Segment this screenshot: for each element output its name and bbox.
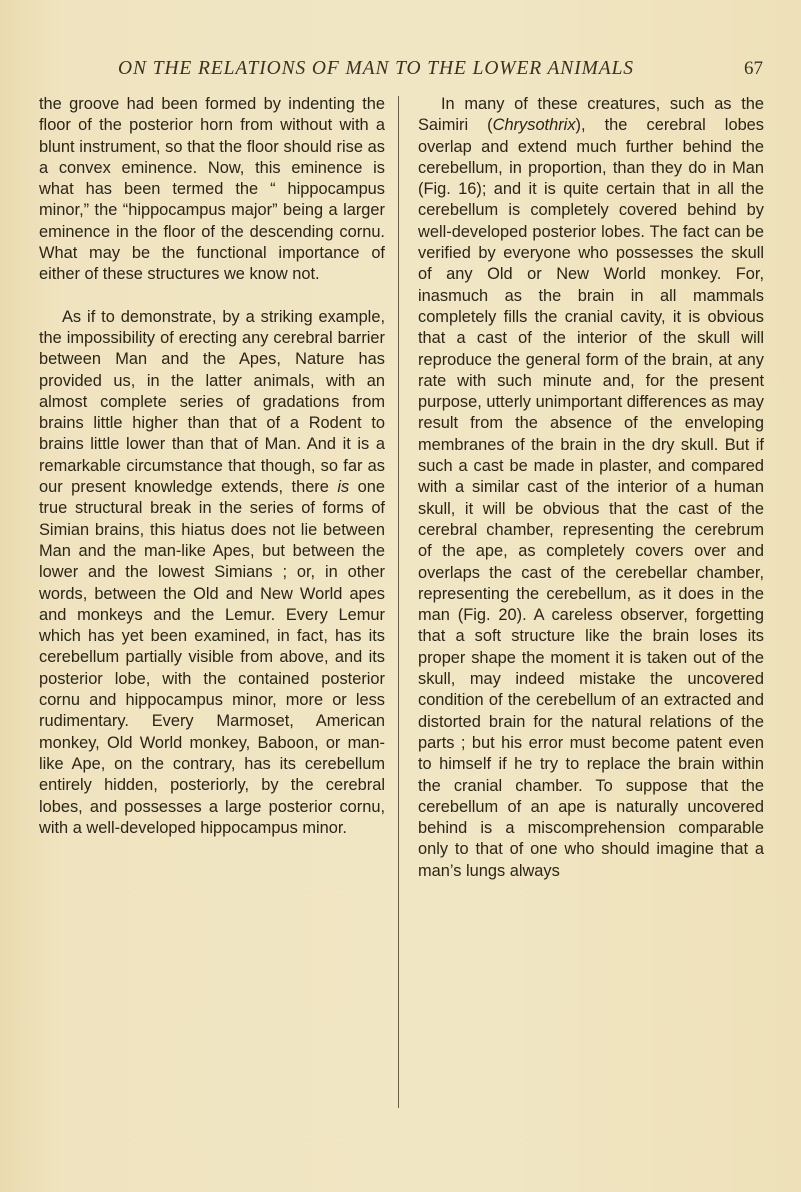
paragraph: the groove had been formed by indenting the floor of the posterior horn from without with a blunt instrument, so that the floor should rise as a convex eminence. Now, this eminence is what has been termed the “ hippocampus minor,” the “hippocampus major” being a larger eminence in the floor of the descending cornu. What may be the functional importance of either of these structures we know not. [39,95,385,284]
left-column [39,94,385,839]
right-column [418,94,764,882]
running-title: ON THE RELATIONS OF MAN TO THE LOWER ANIMALS [118,58,634,79]
column-divider [398,96,399,1108]
paragraph: In many of these creatures, such as the Saimiri (Chrysothrix), the cerebral lobes overlap and extend much further behind the cerebellum, in proportion, than they do in Man (Fig. 16); and it is quite certain that in all the cerebellum is completely covered behind by well-developed posterior lobes. The fact can be verified by everyone who possesses the skull of any Old or New World monkey. For, inasmuch as the brain in all mammals completely fills the cranial cavity, it is obvious that a cast of the interior of the skull will reproduce the general form of the brain, at any rate with such minute and, for the present purpose, utterly unimportant differences as may result from the absence of the enveloping membranes of the brain in the dry skull. But if such a cast be made in plaster, and compared with a similar cast of the interior of a human skull, it will be obvious that the cast of the cerebral chamber, representing the cerebrum of the ape, as completely covers over and overlaps the cast of the cerebellar chamber, representing the cerebellum, as it does in the man (Fig. 20). A careless observer, forgetting that a soft structure like the brain loses its proper shape the moment it is taken out of the skull, may indeed mistake the uncovered condition of the cerebellum of an extracted and distorted brain for the natural relations of the parts ; but his error must become patent even to himself if he try to replace the brain within the cranial chamber. To suppose that the cerebellum of an ape is naturally uncovered behind is a miscomprehension comparable only to that of one who should imagine that a man’s lungs always [418,95,764,880]
page-header [0,58,801,88]
page-number: 67 [744,58,763,79]
paragraph: As if to demonstrate, by a striking example, the impossibility of erecting any cerebral barrier between Man and the Apes, Nature has provided us, in the latter animals, with an almost complete series of gradations from brains little higher than that of a Rodent to brains little lower than that of Man. And it is a remarkable circumstance that though, so far as our present knowledge extends, there is one true structural break in the series of forms of Simian brains, this hiatus does not lie between Man and the man-like Apes, but between the lower and the lowest Simians ; or, in other words, between the Old and New World apes and monkeys and the Lemur. Every Lemur which has yet been examined, in fact, has its cerebellum partially visible from above, and its posterior lobe, with the contained posterior cornu and hippocampus minor, more or less rudimentary. Every Marmoset, American monkey, Old World monkey, Baboon, or man-like Ape, on the contrary, has its cerebellum entirely hidden, posteriorly, by the cerebral lobes, and possesses a large posterior cornu, with a well-developed hippocampus minor. [39,307,385,837]
